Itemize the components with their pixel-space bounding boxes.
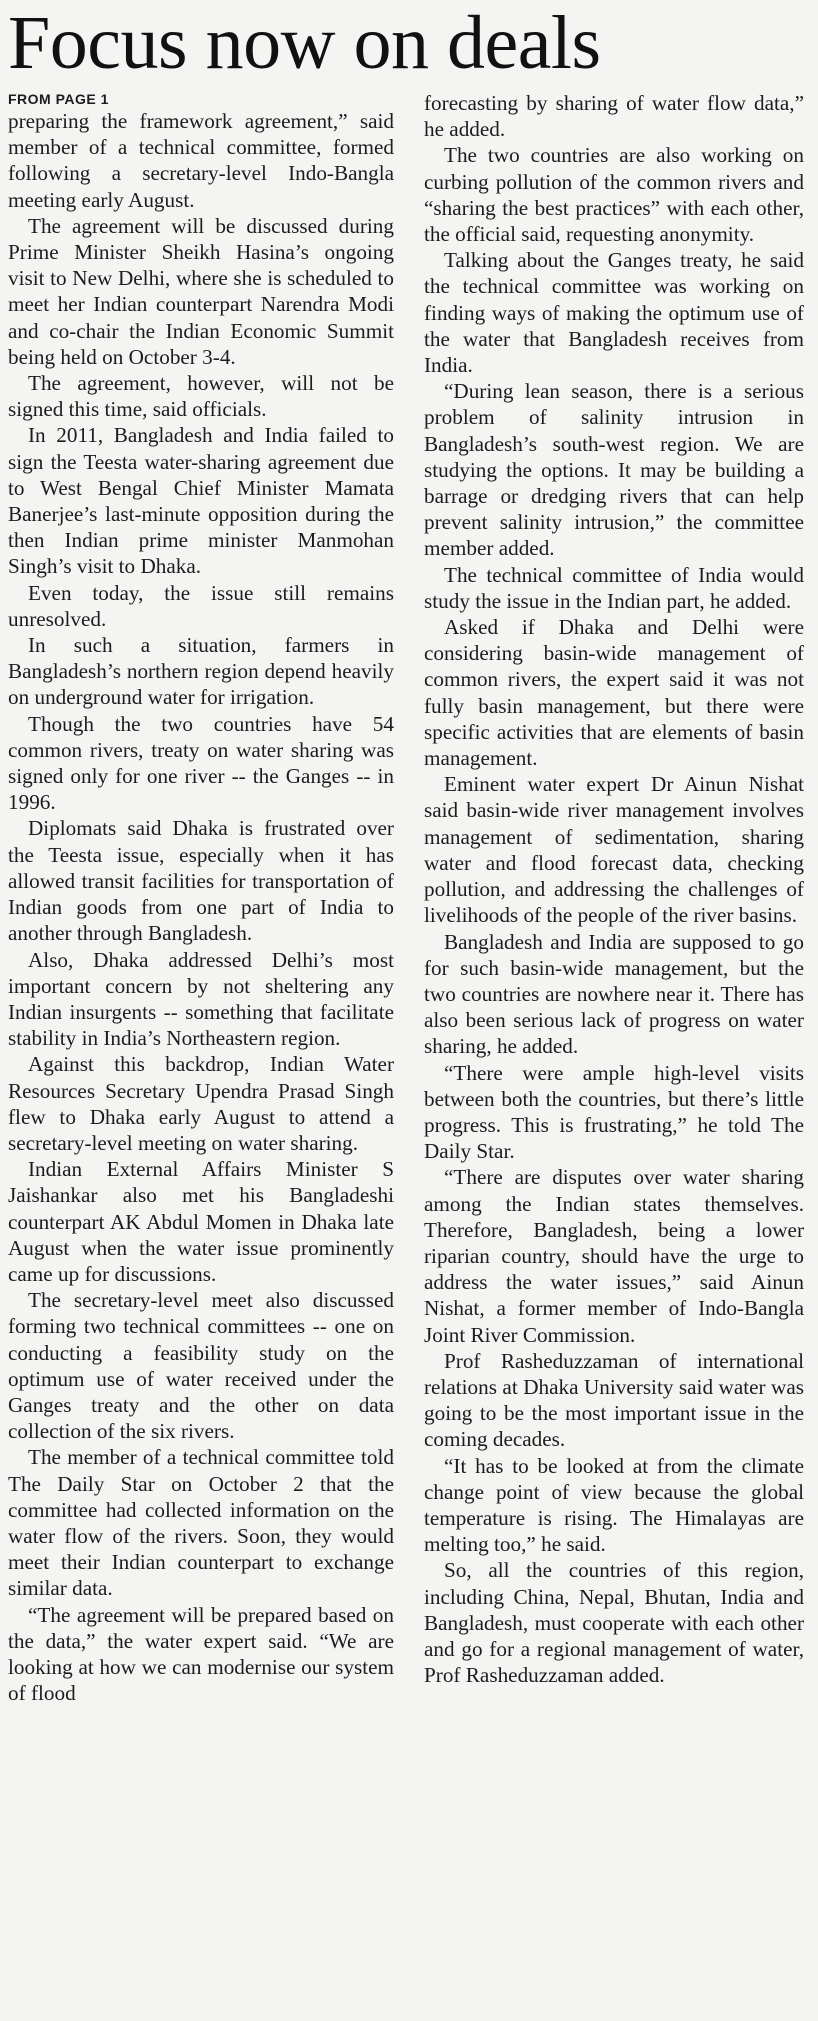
article-column-left [8,86,394,1706]
paragraph: Diplomats said Dhaka is frustrated over the Teesta issue, especially when it has allowed transit facilities for transportation of Indian goods from one part of India to another through Bangladesh. [8,816,394,946]
paragraph: The agreement will be discussed during Prime Minister Sheikh Hasina’s ongoing visit to New Delhi, where she is scheduled to meet her Indian counterpart Narendra Modi and co-chair the Indian Economic Summit being held on October 3-4. [8,213,394,369]
paragraph: Talking about the Ganges treaty, he said the technical committee was working on finding ways of making the optimum use of the water that Bangladesh receives from India. [424,248,804,378]
paragraph: In 2011, Bangladesh and India failed to sign the Teesta water-sharing agreement due to West Bengal Chief Minister Mamata Banerjee’s last-minute opposition during the then Indian prime minister Manmohan Singh’s visit to Dhaka. [8,423,394,579]
paragraph: “During lean season, there is a serious problem of salinity intrusion in Bangladesh’s south-west region. We are studying the options. It may be building a barrage or dredging rivers that can help prevent salinity intrusion,” the committee member added. [424,379,804,561]
paragraph: In such a situation, farmers in Bangladesh’s northern region depend heavily on underground water for irrigation. [8,633,394,710]
paragraph: The member of a technical committee told The Daily Star on October 2 that the committee had collected information on the water flow of the rivers. Soon, they would meet their Indian counterpart to exchange similar data. [8,1445,394,1601]
paragraph: The secretary-level meet also discussed forming two technical committees -- one on conducting a feasibility study on the optimum use of water received under the Ganges treaty and the other on data collection of the six rivers. [8,1288,394,1444]
paragraph: Prof Rasheduzzaman of international relations at Dhaka University said water was going to be the most important issue in the coming decades. [424,1348,804,1452]
paragraph: So, all the countries of this region, including China, Nepal, Bhutan, India and Bangladesh, must cooperate with each other and go for a regional management of water, Prof Rasheduzzaman added. [424,1558,804,1688]
paragraph: preparing the framework agreement,” said member of a technical committee, formed following a secretary-level Indo-Bangla meeting early August. [8,109,394,212]
paragraph: Though the two countries have 54 common rivers, treaty on water sharing was signed only for one river -- the Ganges -- in 1996. [8,711,394,815]
paragraph: Eminent water expert Dr Ainun Nishat said basin-wide river management involves management of sedimentation, sharing water and flood forecast data, checking pollution, and addressing the challenges of livelihoods of the people of the river basins. [424,772,804,928]
article-column-right [424,90,804,1688]
paragraph: Against this backdrop, Indian Water Resources Secretary Upendra Prasad Singh flew to Dhaka early August to attend a secretary-level meeting on water sharing. [8,1052,394,1155]
paragraph: Indian External Affairs Minister S Jaishankar also met his Bangladeshi counterpart AK Abdul Momen in Dhaka late August when the water issue prominently came up for discussions. [8,1157,394,1286]
paragraph: forecasting by sharing of water flow data,” he added. [424,91,804,142]
paragraph: Even today, the issue still remains unresolved. [8,580,394,631]
paragraph: “It has to be looked at from the climate change point of view because the global temperature is rising. The Himalayas are melting too,” he said. [424,1453,804,1557]
paragraph: Bangladesh and India are supposed to go for such basin-wide management, but the two countries are nowhere near it. There has also been serious lack of progress on water sharing, he added. [424,929,804,1059]
column-gutter [411,96,412,2011]
paragraph: The technical committee of India would study the issue in the Indian part, he added. [424,562,804,613]
paragraph: The agreement, however, will not be signed this time, said officials. [8,371,394,422]
paragraph: The two countries are also working on curbing pollution of the common rivers and “sharing the best practices” with each other, the official said, requesting anonymity. [424,143,804,247]
paragraph: “There are disputes over water sharing among the Indian states themselves. Therefore, Bangladesh, being a lower riparian country, should have the urge to address the water issues,” said Ainun Nishat, a former member of Indo-Bangla Joint River Commission. [424,1165,804,1347]
continuation-kicker: FROM PAGE 1 [8,91,109,107]
paragraph: “The agreement will be prepared based on the data,” the water expert said. “We are looking at how we can modernise our system of flood [8,1602,394,1706]
paragraph: Also, Dhaka addressed Delhi’s most important concern by not sheltering any Indian insurgents -- something that facilitate stability in India’s Northeastern region. [8,947,394,1051]
paragraph: “There were ample high-level visits between both the countries, but there’s little progress. This is frustrating,” he told The Daily Star. [424,1060,804,1164]
paragraph: Asked if Dhaka and Delhi were considering basin-wide management of common rivers, the expert said it was not fully basin management, but there were specific activities that are elements of basin management. [424,615,804,771]
headline: Focus now on deals [8,1,601,85]
